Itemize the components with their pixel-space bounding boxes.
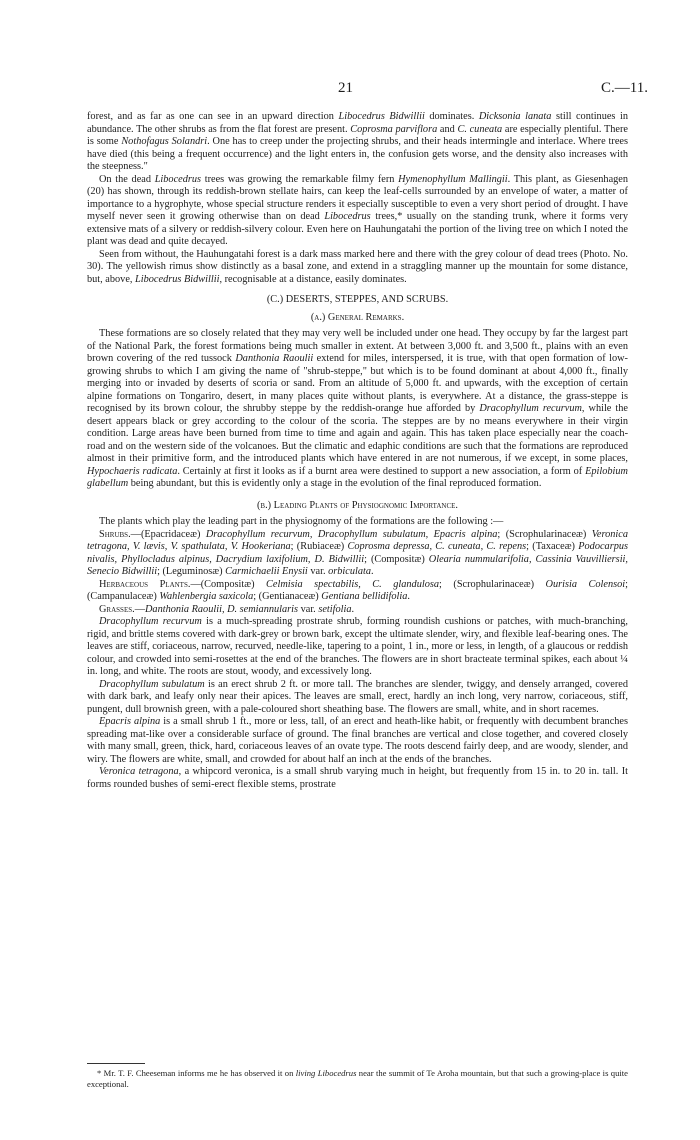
text-run: trees,* usually on the standing trunk, where it forms very extensive mats of a silvery or reddish-silvery colour. Even here on Hauhungatahi the portion of the living tree on which I noted the plant was dead and quite decayed. xyxy=(87,211,628,247)
text-run: On the dead xyxy=(99,173,155,185)
text-run: The plants which play the leading part in the physiognomy of the formations are the following :— xyxy=(99,516,504,527)
paragraph-dracophyllum-subulatum xyxy=(87,679,628,717)
italic-run: Hymenophyllum Mallingii xyxy=(398,173,508,185)
text-run: , recognisable at a distance, easily dominates. xyxy=(219,273,407,285)
italic-run: Libocedrus xyxy=(154,173,202,185)
italic-run: Wahlenbergia saxicola xyxy=(159,591,254,602)
italic-run: setifolia xyxy=(318,603,352,615)
paragraph-leading xyxy=(87,516,628,529)
paragraph-general xyxy=(87,328,628,491)
paragraph-epacris-alpina xyxy=(87,716,628,766)
text-run: ; (Gentianaceæ) xyxy=(253,591,322,602)
paragraph-veronica-tetragona xyxy=(87,766,628,791)
text-run: forest, and as far as one can see in an upward direction xyxy=(87,111,339,122)
body-text xyxy=(87,111,628,791)
text-run: * Mr. T. F. Cheeseman informs me he has observed it on xyxy=(97,1068,296,1078)
section-heading-deserts: (C.) DESERTS, STEPPES, AND SCRUBS. xyxy=(266,294,449,305)
text-run: is an erect shrub 2 ft. or more tall. The branches are slender, twiggy, and densely arranged, covered with dark bark, and leafy only near their apices. The leaves are small, erect, hardly an inch long, very narrow, coriaceous, stiff, pungent, dull brownish green, with a pale-coloured short sheathing base. The flowers are small, white, and in short racemes. xyxy=(87,678,628,715)
italic-run: Ourisia Colensoi xyxy=(545,578,626,590)
paragraph-dead-trees xyxy=(87,174,628,249)
text-run: dominates. xyxy=(424,111,479,122)
italic-run: Libocedrus Bidwillii xyxy=(338,111,425,122)
text-run: trees was growing the remarkable filmy fern xyxy=(201,173,399,185)
italic-run: Veronica tetragona xyxy=(99,766,179,777)
italic-run: Dracophyllum recurvum xyxy=(479,403,582,414)
text-run: — xyxy=(134,603,145,615)
text-run: Herbaceous Plants. xyxy=(99,578,191,590)
text-run: —(Compositæ) xyxy=(190,578,267,590)
italic-run: Dracophyllum recurvum xyxy=(99,616,202,627)
italic-run: C. cuneata xyxy=(457,123,503,135)
italic-run: Nothofagus Solandri xyxy=(121,136,208,147)
italic-run: Hypochaeris radicata xyxy=(87,465,178,477)
italic-run: Podocarpus nivalis, Phyllocladus alpinus, Dacrydium laxifolium, D. Bidwillii xyxy=(87,541,628,565)
text-run: . xyxy=(371,566,374,577)
text-run: is a small shrub 1 ft., more or less, tall, of an erect and heath-like habit, or frequently with decumbent branches spreading mat-like over a considerable surface of ground. The final branches are vertical and close together, and covered closely with many small, green, thick, hard, coriaceous leaves of an ovate type. The roots descend fairly deep, and are woody, slender, and wiry. The flowers are white, small, and crowded for about half an inch at the ends of the branches. xyxy=(87,716,628,765)
italic-run: Carmichaelii Enysii xyxy=(225,566,308,577)
paragraph-shrubs xyxy=(87,529,628,579)
text-run: , while the desert appears black or grey according to the colour of the scoria. The steppes are by no means everywhere in their virgin condition. Large areas have been burned from time to time and again and again. This has taken place especially near the coach-road and on the western side of the volcanoes. But the climatic and edaphic conditions are such that the formations are reproduced almost in their primitive form, and the introduced plants which have entered in are not numerous, if we except, in some places, xyxy=(87,403,628,464)
italic-run: Olearia nummularifolia, Cassinia Vauvilliersii, Senecio Bidwillii xyxy=(87,553,628,577)
text-run: . This plant, as Giesenhagen (20) has shown, through its reddish-brown stellate hairs, can keep the leaf-cells surrounded by an envelope of water, a matter of importance to a hygrophyte, whose special structure renders it especially susceptible to even a very short period of drought. I have myself never seen it growing otherwise than on dead xyxy=(87,173,629,222)
page-number: 21 xyxy=(338,80,353,96)
italic-run: Danthonia Raoulii, D. semiannularis xyxy=(145,603,299,615)
text-run: ; (Scrophularinaceæ) xyxy=(439,578,546,590)
italic-run: Dracophyllum subulatum xyxy=(99,678,205,690)
subheading-general-remarks: (a.) General Remarks. xyxy=(310,311,405,323)
italic-run: Coprosma depressa, C. cuneata, C. repens xyxy=(347,541,527,552)
text-run: Grasses. xyxy=(99,603,135,615)
text-run: ; (Campanulaceæ) xyxy=(87,578,629,602)
text-run: , a whipcord veronica, is a small shrub varying much in height, but frequently from 15 in. to 20 in. tall. It forms rounded bushes of semi-erect flexible stems, prostrate xyxy=(87,766,628,790)
italic-run: Libocedrus Bidwillii xyxy=(135,273,220,285)
text-run: These formations are so closely related that they may very well be included under one head. They occupy by far the largest part of the National Park, the forest formations being much smaller in extent. At between 3,000 ft. and 3,500 ft., plains with an even brown covering of the red tussock xyxy=(87,328,628,364)
italic-run: Epacris alpina xyxy=(99,716,161,727)
text-run: ; (Scrophularinaceæ) xyxy=(497,528,592,540)
subheading-leading-plants: (b.) Leading Plants of Physiognomic Importance. xyxy=(256,499,459,511)
text-run: . Certainly at first it looks as if a burnt area were destined to support a new association, a form of xyxy=(177,465,586,477)
paragraph-dracophyllum-recurvum xyxy=(87,616,628,679)
text-run: Seen from without, the Hauhungatahi forest is a dark mass marked here and there with the grey colour of dead trees (Photo. No. 30). The yellowish rimus show distinctly as a basal zone, and extend in a straggling manner up the mountain for some distance, but, above, xyxy=(87,248,628,285)
italic-run: Dicksonia lanata xyxy=(478,111,552,122)
text-run: ; (Leguminosæ) xyxy=(157,566,226,577)
paragraph-herbaceous xyxy=(87,579,628,604)
text-run: Shrubs. xyxy=(99,528,131,540)
page-header xyxy=(0,80,700,102)
italic-run: Gentiana bellidifolia xyxy=(321,591,408,602)
text-run: —(Epacridaceæ) xyxy=(130,528,206,540)
italic-run: orbiculata xyxy=(328,566,372,577)
text-run: var. xyxy=(307,566,329,577)
paragraph-grasses xyxy=(87,604,628,617)
text-run: . One has to creep under the projecting shrubs, and their heads intermingle and interlace. Where trees have died (this being a frequent occurrence) and the light enters in, the confusion gets worse, and the density also increases with the steepness." xyxy=(87,136,628,172)
text-run: extend for miles, interspersed, it is true, with that open formation of low-growing shrubs to which I am giving the name of "shrub-steppe," but which is to be found dominant at about 4,000 ft., finally merging into or invaded by deserts of scoria or sand. From an altitude of 5,000 ft. and upwards, with the exception of certain alpine formations on Tongariro, desert, in many places quite without plants, is everywhere. At a distance, the grass-steppe is recognised by its brown colour, the shrubby steppe by the reddish-orange hue afforded by xyxy=(87,353,628,414)
text-run: . xyxy=(351,603,355,615)
text-run: are especially plentiful. There is some xyxy=(87,123,628,147)
italic-run: Libocedrus xyxy=(324,211,371,222)
text-run: ; (Rubiaceæ) xyxy=(290,541,348,552)
document-reference: C.—11. xyxy=(601,80,648,96)
italic-run: living Libocedrus xyxy=(295,1068,357,1078)
text-run: ; (Compositæ) xyxy=(364,553,429,565)
footnote-text xyxy=(87,1068,628,1090)
paragraph-intro xyxy=(87,111,628,174)
text-run: being abundant, but this is evidently only a stage in the evolution of the final reproduced formation. xyxy=(128,478,542,489)
italic-run: Danthonia Raoulii xyxy=(235,353,314,364)
text-run: ; (Taxaceæ) xyxy=(526,541,579,552)
footnote-rule xyxy=(87,1063,145,1064)
italic-run: Coprosma parviflora xyxy=(350,123,438,135)
paragraph-seen-from xyxy=(87,249,628,287)
italic-run: Celmisia spectabilis, C. glandulosa xyxy=(266,578,440,590)
italic-run: Epilobium glabellum xyxy=(87,465,628,489)
text-run: still continues in abundance. The other shrubs as from the flat forest are present. xyxy=(87,111,628,135)
text-run: near the summit of Te Aroha mountain, but that such a growing-place is quite exceptional. xyxy=(87,1068,628,1089)
text-run: and xyxy=(437,123,458,135)
text-run: is a much-spreading prostrate shrub, forming roundish cushions or patches, with much-branching, rigid, and brittle stems covered with dark-grey or brown bark, except the ultimate slender, wiry, and flexible leaf-bearing ones. The leaves are stiff, coriaceous, narrow, recurved, needle-like, tapering to a point, 1 in., more or less, in length, of a glaucous or reddish colour, and crowded into semi-rosettes at the end of the branches. The flowers are in short bracteate terminal spikes, each about ¼ in. long, and white. The roots are stout, woody, and excessively long. xyxy=(87,616,628,677)
italic-run: Dracophyllum recurvum, Dracophyllum subulatum, Epacris alpina xyxy=(205,528,498,540)
text-run: var. xyxy=(298,603,319,615)
text-run: . xyxy=(407,591,410,602)
italic-run: Veronica tetragona, V. lævis, V. spathulata, V. Hookeriana xyxy=(87,528,628,552)
footnote xyxy=(87,1068,628,1090)
